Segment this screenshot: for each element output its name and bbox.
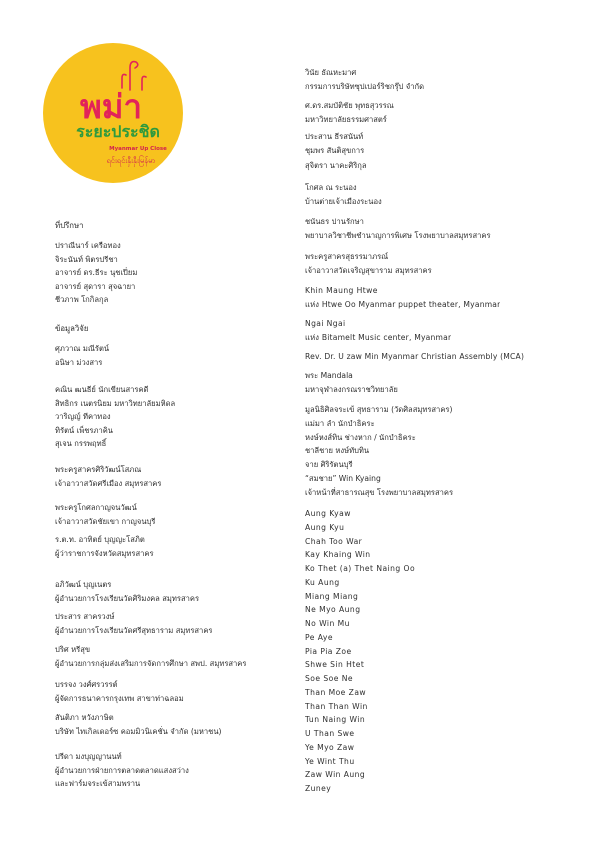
contributor-group (305, 66, 424, 93)
contributor-line: วาริญญ์ ทีคาทอง (55, 412, 111, 422)
myanmar-contributor-name: Ne Myo Aung (305, 605, 361, 615)
contributor-name: ประสาน ธีรสนันท์ (305, 132, 364, 141)
myanmar-contributor-name: Chah Too War (305, 536, 363, 546)
myanmar-contributor-name: Pia Pia Zoe (305, 646, 352, 656)
myanmar-contributor-name: Aung Kyu (305, 522, 345, 532)
contributor-group (305, 99, 394, 126)
myanmar-contributor-name: Kay Khaing Win (305, 550, 371, 560)
researcher-name: อนิษา ม่วงสาร (55, 357, 103, 367)
myanmar-contributor-name: Ye Myo Zaw (305, 742, 355, 752)
contributor-affiliation: เจ้าอาวาสวัดศรีเมือง สมุทรสาคร (55, 478, 162, 488)
logo-burmese-subtitle: ရင်းရင်းနှီးနှီးမြန်မာ (106, 156, 156, 165)
advisor-name: อาจารย์ สุดารา สุจฉายา (55, 281, 136, 291)
contributor-group (305, 350, 524, 364)
contributor-line: คณิน ฒนธีย์ นักเขียนสารคดี (55, 385, 149, 394)
contributor-affiliation: มหาวิทยาลัยธรรมศาสตร์ (305, 114, 387, 124)
contributor-group (55, 501, 155, 528)
myanmar-contributor-name: No Win Mu (305, 619, 350, 628)
contributor-line: ทิรัตน์ เพ็ชรภาคิน (55, 425, 113, 435)
contributor-name: อภิวัฒน์ บุญเนตร (55, 580, 112, 589)
contributor-affiliation: ผู้ว่าราชการจังหวัดสมุทรสาคร (55, 548, 154, 558)
researcher-name: ศุภวาณ มณีรัตน์ (55, 344, 110, 353)
contributor-affiliation: และฟาร์มจระเข้สามพราน (55, 779, 141, 789)
contributor-group (55, 643, 246, 670)
contributor-group (305, 181, 382, 208)
research-heading-block (55, 322, 88, 336)
contributor-group (305, 369, 398, 396)
contributor-group (55, 750, 189, 791)
myanmar-contributor-name: Aung Kyaw (305, 509, 351, 518)
myanmar-contributor-name: Ko Thet (a) Thet Naing Oo (305, 564, 416, 573)
contributor-name: ชนันธร ปานรักษา (305, 217, 364, 226)
myanmar-contributor-name: Tun Naing Win (305, 715, 366, 725)
advisors-heading: ที่ปรึกษา (55, 221, 84, 230)
myanmar-names-list (305, 507, 415, 796)
advisors-list (55, 239, 137, 307)
contributor-affiliation: ผู้อำนวยการโรงเรียนวัดศิริมงคล สมุทรสาคร (55, 593, 200, 603)
contributor-group (305, 284, 500, 311)
contributor-group (55, 610, 212, 637)
contributor-name: Khin Maung Htwe (305, 286, 378, 295)
advisor-name: จิระนันท์ พิตรปรีชา (55, 254, 118, 264)
contributor-line: สุเจน กรรพฤทธิ์ (55, 439, 107, 449)
contributor-affiliation: มหาจุฬาลงกรณราชวิทยาลัย (305, 384, 398, 394)
contributor-name: Rev. Dr. U zaw Min Myanmar Christian Assembly (MCA) (305, 352, 525, 361)
contributor-line: มูลนิธิศิลจระเข้ สุทธาราม (วัดศิลสมุทรสาคร) (305, 405, 453, 414)
myanmar-contributor-name: Miang Miang (305, 591, 359, 601)
contributor-affiliation: แห่ง Bitamelt Music center, Myanmar (305, 332, 452, 342)
contributor-affiliation: เจ้าอาวาสวัดเจริญสุขาราม สมุทรสาคร (305, 265, 432, 275)
contributor-group (305, 250, 432, 277)
logo-title: พม่า (79, 87, 143, 126)
contributor-group (305, 130, 367, 173)
research-heading: ข้อมูลวิจัย (55, 324, 89, 333)
contributor-name: สันติภา หวังภาษิต (55, 713, 114, 722)
contributor-affiliation: บ้านต่ายเจ้าเมืองระนอง (305, 196, 382, 206)
contributor-name: พระครูโกศลกาญจนวัฒน์ (55, 503, 137, 512)
contributor-affiliation: เจ้าอาวาสวัดชัยเขา กาญจนบุรี (55, 516, 156, 526)
contributor-line: หงษ์หงส์ทิน ช่างหาก / นักบำธิคระ (305, 432, 416, 442)
contributor-line: แม่มา ลำ นักบำธิคระ (305, 418, 375, 428)
contributor-group (305, 317, 451, 344)
myanmar-contributor-name: U Than Swe (305, 729, 355, 738)
contributor-group (55, 383, 175, 451)
contributor-affiliation: ผู้จัดการธนาคารกรุงเทพ สาขาท่าฉลอม (55, 693, 184, 703)
myanmar-contributor-name: Than Than Win (305, 701, 368, 711)
advisor-name: ชีวภาพ โกกิลกุล (55, 295, 109, 305)
contributor-name: โกศล ณ ระนอง (305, 183, 357, 192)
advisor-name: ปราณีนาร์ เครือทอง (55, 241, 121, 250)
contributor-name: วินัย ธัณหะมาศ (305, 68, 357, 77)
book-logo (38, 38, 188, 188)
contributor-name: Ngai Ngai (305, 319, 346, 328)
myanmar-contributor-name: Ye Wint Thu (305, 756, 355, 766)
myanmar-contributor-name: Zaw Win Aung (305, 770, 366, 780)
contributor-name: ประสาร สาครวงษ์ (55, 612, 115, 621)
contributor-name: ร.ต.ท. อาทิตย์ บุญญะโสภิต (55, 535, 145, 544)
logo-subtitle: ระยะประชิด (76, 122, 160, 141)
contributor-name: ชุมพร สันติสุขการ (305, 146, 365, 156)
contributor-name: บรรจง วงศ์ศรวรรต์ (55, 680, 118, 689)
contributor-name: พระ Mandala (305, 371, 353, 380)
contributor-group (305, 403, 453, 500)
myanmar-contributor-name: Soe Soe Ne (305, 674, 353, 683)
contributor-affiliation: กรรมการบริษัทซุปเปอร์ริชกรุ๊ป จำกัด (305, 81, 425, 91)
advisor-name: อาจารย์ ดร.ธีระ นุชเปี่ยม (55, 268, 138, 278)
contributor-group (305, 215, 491, 242)
contributor-affiliation: ผู้อำนวยการฝ่ายการตลาดตลาดแสงสว่าง (55, 765, 189, 775)
myanmar-contributor-name: Than Moe Zaw (305, 687, 367, 697)
contributor-group (55, 578, 199, 605)
contributor-affiliation: ผู้อำนวยการกลุ่มส่งเสริมการจัดการศึกษา สพป. สมุทรสาคร (55, 658, 247, 668)
research-list (55, 342, 109, 369)
contributor-name: ศ.ดร.สมบัติชัย พุทธสุวรรณ (305, 101, 394, 110)
contributor-line: จาย ศิริรัตนบุรี (305, 460, 353, 470)
contributor-group (55, 678, 184, 705)
logo-english-subtitle: Myanmar Up Close (109, 146, 167, 152)
contributor-affiliation: แห่ง Htwe Oo Myanmar puppet theater, Myanmar (305, 299, 501, 309)
contributor-line: เจ้าหน้าที่สาธารณสุข โรงพยาบาลสมุทรสาคร (305, 487, 454, 497)
contributor-name: ปรีดา มงบุญญานนท์ (55, 752, 122, 761)
contributor-line: “สมชาย” Win Kyaing (305, 473, 381, 483)
contributor-affiliation: บริษัท ไทเกิลเดอร์ซ คอมมิวนิเคชั่น จำกัด (มหาชน) (55, 726, 222, 736)
logo-graphic (38, 38, 188, 188)
myanmar-contributor-name: Shwe Sin Htet (305, 660, 365, 670)
contributor-group (55, 711, 221, 738)
contributor-name: ปริศ หรีสุข (55, 645, 91, 654)
myanmar-contributor-name: Pe Aye (305, 632, 333, 642)
contributor-name: สุจิตรา นาคะศิริกุล (305, 160, 367, 170)
contributor-group (55, 463, 161, 490)
advisors-heading-block (55, 219, 84, 233)
contributor-affiliation: พยาบาลวิชาชีพชำนาญการพิเศษ โรงพยาบาลสมุทรสาคร (305, 230, 491, 240)
contributor-affiliation: ผู้อำนวยการโรงเรียนวัดศรีสุทธาราม สมุทรสาคร (55, 625, 213, 635)
myanmar-contributor-name: Zuney (305, 784, 332, 793)
contributor-group (55, 533, 154, 560)
myanmar-contributor-name: Ku Aung (305, 577, 340, 587)
contributor-name: พระครูสาครสุธรรมาภรณ์ (305, 252, 389, 261)
contributor-line: สิทธิกร เนตรนิยม มหาวิทยาลัยมหิดล (55, 398, 176, 408)
contributor-name: พระครูสาครศิริวัฒน์โสภณ (55, 465, 142, 474)
contributor-line: ชาลีชาย หงษ์ทับทิน (305, 446, 370, 456)
